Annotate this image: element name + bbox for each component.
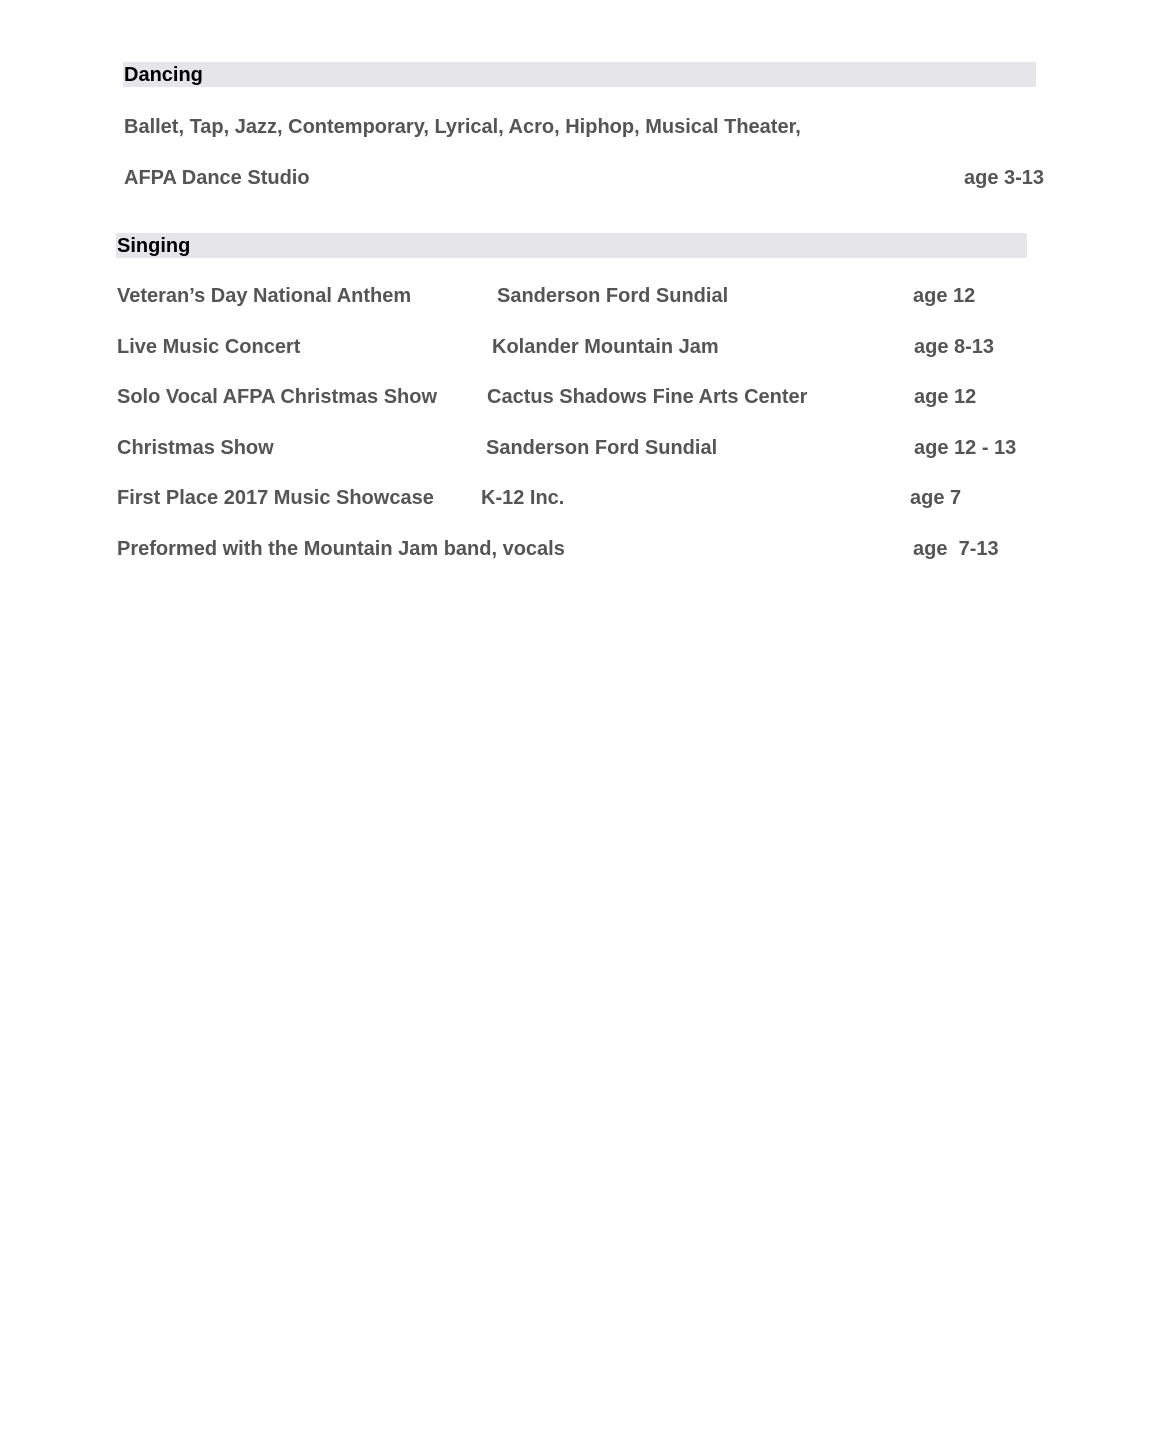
singing-event: Solo Vocal AFPA Christmas Show bbox=[117, 386, 438, 408]
singing-event: Live Music Concert bbox=[117, 336, 301, 358]
dance-age: age 3-13 bbox=[964, 167, 1045, 189]
singing-venue: K-12 Inc. bbox=[481, 487, 565, 509]
singing-venue: Kolander Mountain Jam bbox=[492, 336, 719, 358]
singing-event: Preformed with the Mountain Jam band, vocals bbox=[117, 538, 565, 560]
singing-age: age 12 - 13 bbox=[914, 437, 1017, 459]
dance-studio-name: AFPA Dance Studio bbox=[124, 167, 310, 189]
singing-event: Veteran’s Day National Anthem bbox=[117, 285, 412, 307]
singing-venue: Cactus Shadows Fine Arts Center bbox=[487, 386, 808, 408]
dance-styles-text: Ballet, Tap, Jazz, Contemporary, Lyrical, Acro, Hiphop, Musical Theater, bbox=[124, 116, 801, 138]
singing-heading: Singing bbox=[117, 235, 191, 257]
dancing-heading: Dancing bbox=[124, 64, 203, 86]
singing-venue: Sanderson Ford Sundial bbox=[497, 285, 729, 307]
singing-event: Christmas Show bbox=[117, 437, 274, 459]
singing-age: age 12 bbox=[914, 386, 977, 408]
singing-age: age 12 bbox=[913, 285, 976, 307]
singing-age: age 8-13 bbox=[914, 336, 995, 358]
singing-age: age 7-13 bbox=[913, 538, 999, 560]
singing-event: First Place 2017 Music Showcase bbox=[117, 487, 434, 509]
singing-venue: Sanderson Ford Sundial bbox=[486, 437, 718, 459]
singing-age: age 7 bbox=[910, 487, 962, 509]
dancing-section-header bbox=[123, 62, 1036, 87]
singing-section-header bbox=[116, 233, 1027, 258]
